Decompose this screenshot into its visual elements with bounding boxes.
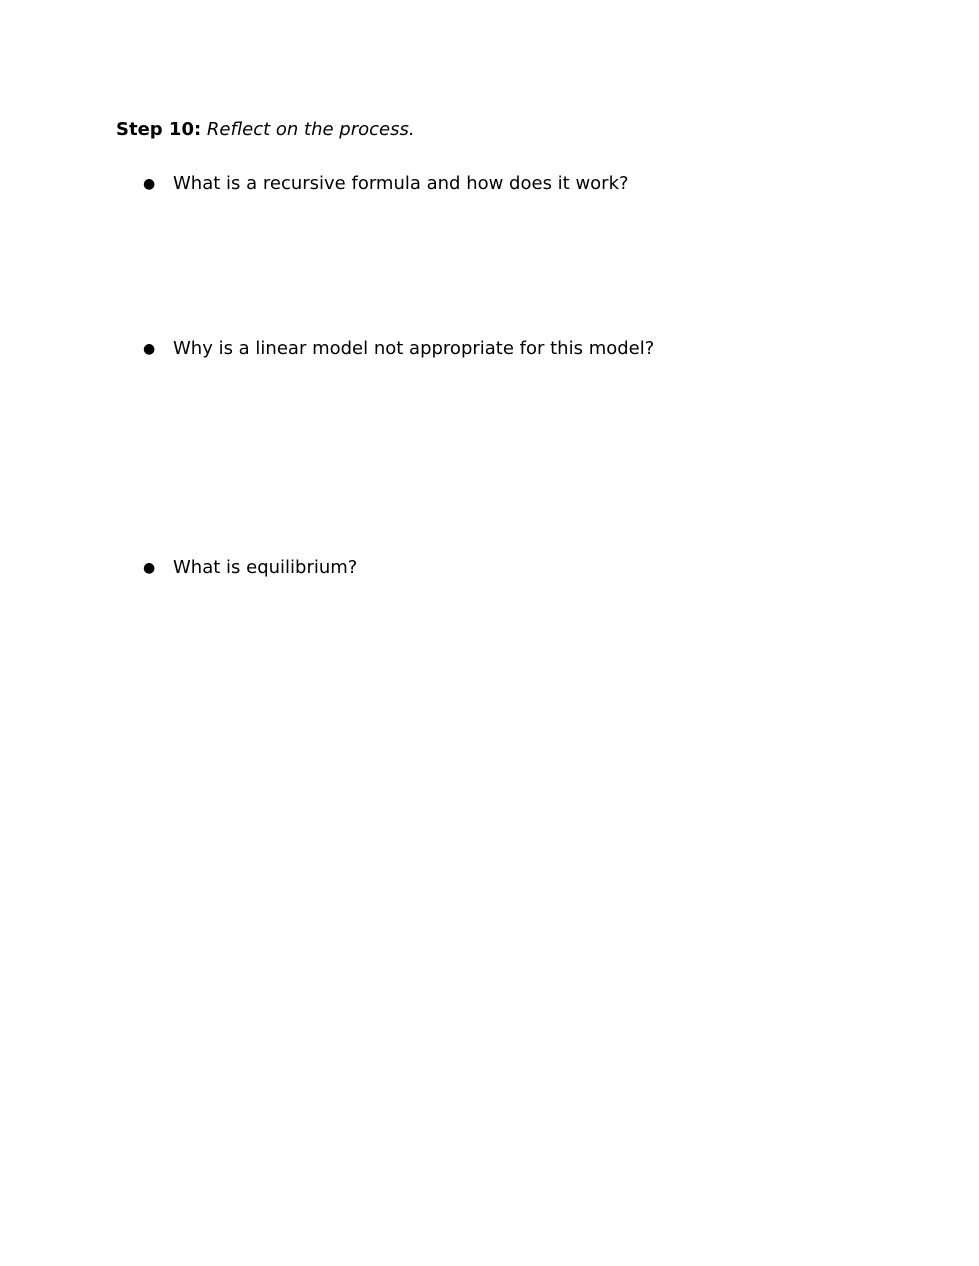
bullet-icon: ●	[143, 176, 156, 192]
question-text: What is equilibrium?	[173, 557, 358, 578]
step-heading	[116, 118, 415, 142]
bullet-icon: ●	[143, 560, 156, 576]
question-text: Why is a linear model not appropriate for this model?	[173, 338, 655, 359]
step-label: Step 10:	[116, 119, 202, 140]
step-instruction: Reflect on the process.	[206, 119, 415, 140]
question-text: What is a recursive formula and how does it work?	[173, 173, 629, 194]
bullet-icon: ●	[143, 341, 156, 357]
